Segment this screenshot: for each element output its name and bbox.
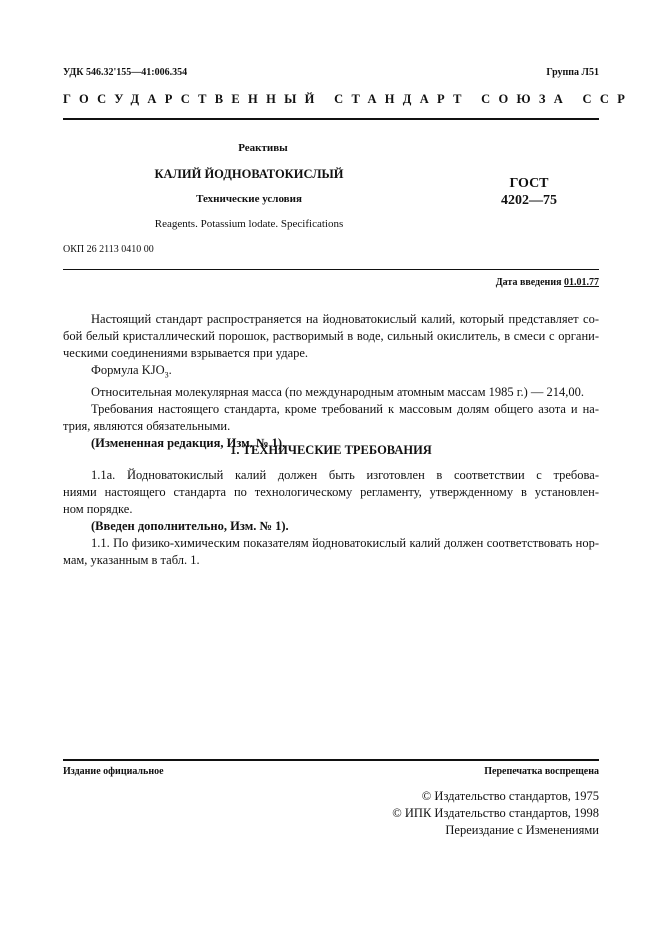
english-title: Reagents. Potassium lodate. Specifications [154,218,344,230]
document-subtitle: Технические условия [196,193,302,205]
title-rule [63,269,599,270]
okp-code: ОКП 26 2113 0410 00 [63,244,154,255]
clause-1-1a [63,467,599,569]
formula-suffix: . [168,363,172,377]
official-edition: Издание официальное [63,766,164,777]
header-rule [63,118,599,120]
group-code: Группа Л51 [546,67,599,78]
copyright-1975: © Издательство стандартов, 1975 [421,789,599,803]
clause-1-1-line-1: 1.1. По физико-химическим показателям йодноватокислый калий должен соответствовать нор- [91,536,599,550]
scope-paragraph [63,311,599,452]
requirements-line-2: трия, являются обязательными. [63,418,231,433]
formula-subscript: 3 [164,370,169,380]
document-title: КАЛИЙ ЙОДНОВАТОКИСЛЫЙ [154,167,344,181]
introduction-date [496,277,599,288]
molecular-mass-line: Относительная молекулярная масса (по международным атомным массам 1985 г.) — 214,00. [91,384,585,399]
copyright-block [392,788,599,839]
introduction-date-label: Дата введения [495,277,562,288]
reissue-note: Переиздание с Изменениями [445,823,599,837]
clause-1-1a-line-1: 1.1а. Йодноватокислый калий должен быть изготовлен в соответствии с требова- [91,468,599,482]
section-1-heading: 1. ТЕХНИЧЕСКИЕ ТРЕБОВАНИЯ [230,443,432,457]
gost-block [497,175,561,209]
clause-1-1a-line-2: ниями настоящего стандарта по технологическому регламенту, утвержденному в установлен- [63,485,599,499]
requirements-line-1: Требования настоящего стандарта, кроме требований к массовым долям общего азота и на- [91,401,599,416]
introduction-date-value: 01.01.77 [564,277,599,288]
footer-rule [63,759,599,761]
amendment-note: (Измененная редакция, Изм. № 1). [91,435,286,450]
clause-1-1a-line-3: ном порядке. [63,502,133,516]
reprint-prohibited: Перепечатка воспрещена [484,766,599,777]
category-label: Реактивы [238,142,288,154]
gost-number: 4202—75 [501,193,557,208]
formula-line [63,362,599,384]
udk-code: УДК 546.32'155—41:006.354 [63,67,188,78]
scope-line-1: Настоящий стандарт распространяется на йодноватокислый калий, который представляет со- [91,312,599,326]
copyright-1998: © ИПК Издательство стандартов, 1998 [392,806,599,820]
state-standard-heading: ГОСУДАРСТВЕННЫЙ СТАНДАРТ СОЮЗА ССР [63,92,634,106]
gost-label: ГОСТ [509,176,549,191]
scope-line-3: ческими соединениями взрывается при ударе. [63,346,309,360]
formula-prefix: Формула KJO [91,363,165,377]
scope-line-2: бой белый кристаллический порошок, растворимый в воде, сильный окислитель, в смеси с органи- [63,329,599,343]
introduced-note: (Введен дополнительно, Изм. № 1). [91,519,289,533]
clause-1-1-line-2: мам, указанным в табл. 1. [63,553,200,567]
